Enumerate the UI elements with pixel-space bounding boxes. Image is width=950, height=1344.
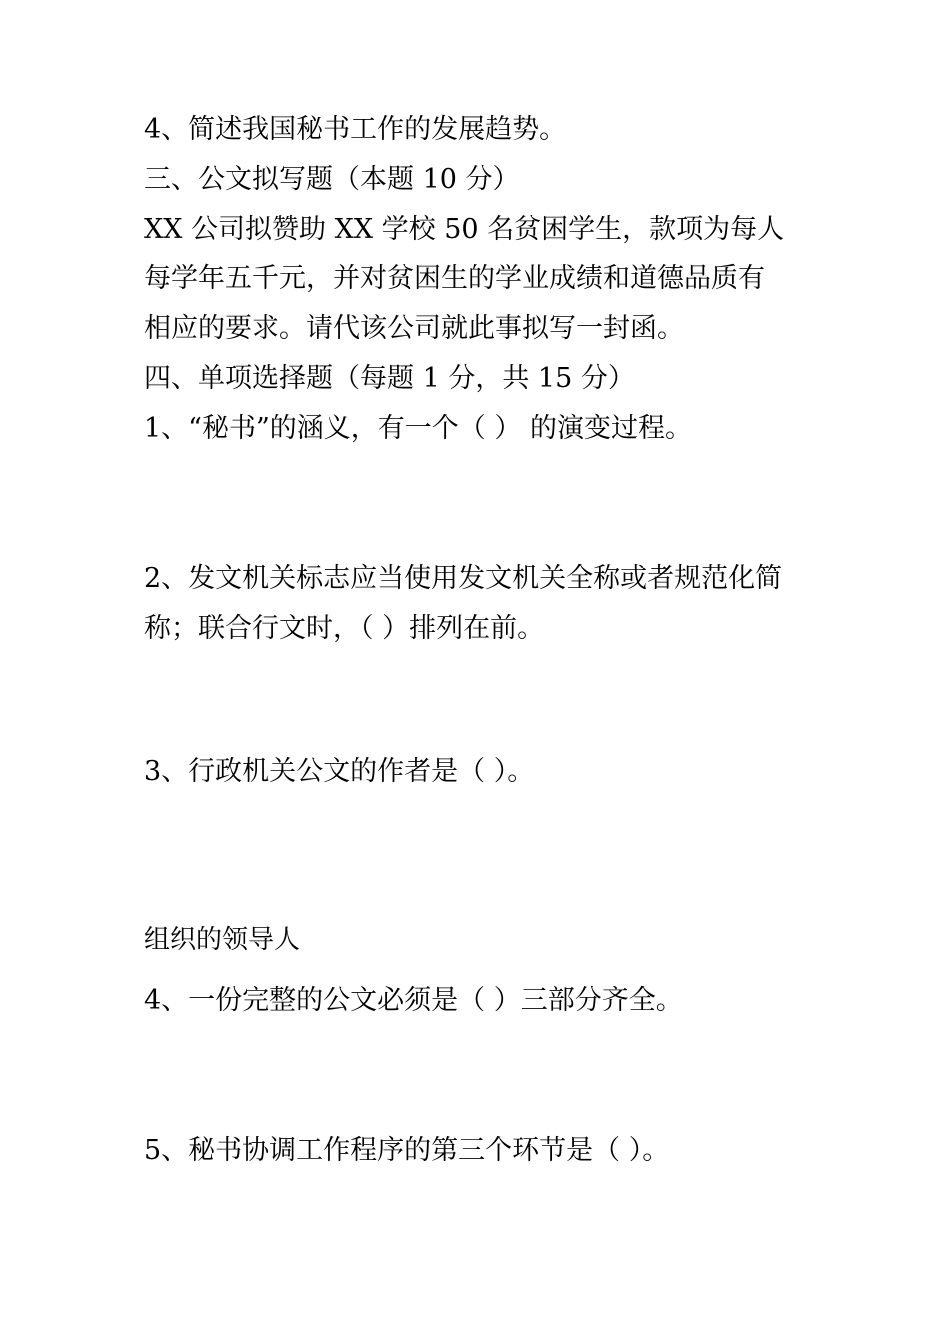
question-1-stem: 1、“秘书”的涵义，有一个（ ） 的演变过程。 [144,413,692,444]
section-4-heading: 四、单项选择题（每题 1 分，共 15 分） [144,363,635,394]
question-4-stem: 4、一份完整的公文必须是（ ）三部分齐全。 [144,985,683,1016]
question-5-stem: 5、秘书协调工作程序的第三个环节是（ ）。 [144,1135,670,1166]
question-2-stem-line-1: 2、发文机关标志应当使用发文机关全称或者规范化简 [144,563,783,594]
section-3-prompt-line-3: 相应的要求。请代该公司就此事拟写一封函。 [144,313,684,344]
question-2-stem-line-2: 称；联合行文时，（ ）排列在前。 [144,613,545,644]
section-3-prompt-line-1: XX 公司拟赞助 XX 学校 50 名贫困学生，款项为每人 [144,214,785,245]
question-3-option-d-continued: 组织的领导人 [144,925,301,955]
short-answer-question-4: 4、简述我国秘书工作的发展趋势。 [144,114,567,145]
section-3-heading: 三、公文拟写题（本题 10 分） [144,164,520,195]
section-3-prompt-line-2: 每学年五千元，并对贫困生的学业成绩和道德品质有 [144,263,765,294]
question-3-stem: 3、行政机关公文的作者是（ ）。 [144,756,535,787]
